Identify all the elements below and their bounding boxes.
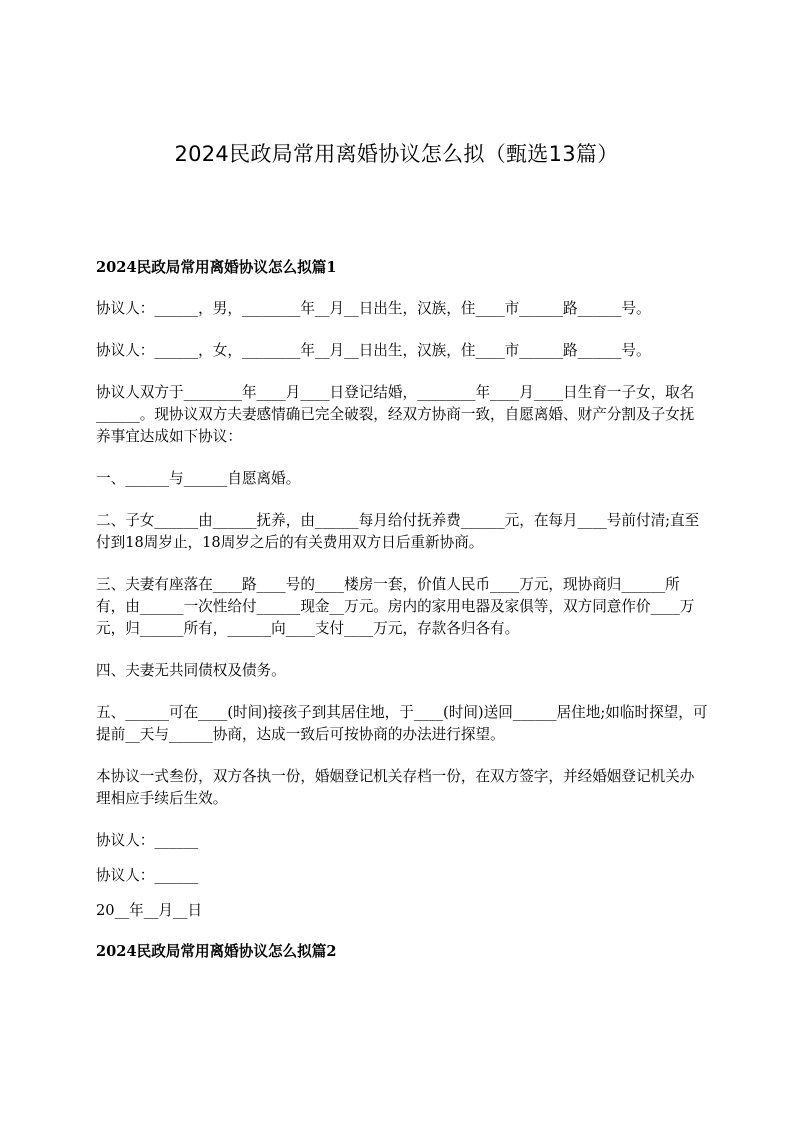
signature-line-1: 协议人：______	[96, 832, 199, 849]
clause-5-visitation: 五、______可在____(时间)接孩子到其居住地，于____(时间)送回______居住地;如临时探望，可提前__天与______协商，达成一致后可按协商的办法进行探望。	[96, 704, 708, 743]
section-heading-1: 2024民政局常用离婚协议怎么拟篇1	[96, 259, 337, 276]
clause-2-child-custody: 二、子女______由______抚养，由______每月给付抚养费______元，在每月____号前付清;直至付到18周岁止，18周岁之后的有关费用双方日后重新协商。	[96, 512, 700, 551]
section-heading-2: 2024民政局常用离婚协议怎么拟篇2	[96, 943, 337, 960]
document-title: 2024民政局常用离婚协议怎么拟（甄选13篇）	[174, 142, 619, 166]
document-body	[96, 256, 708, 964]
party-male-line: 协议人：______，男，________年__月__日出生，汉族，住____市______路______号。	[96, 300, 651, 317]
date-line: 20__年__月__日	[96, 902, 203, 919]
agreement-copies-paragraph: 本协议一式叁份，双方各执一份，婚姻登记机关存档一份，在双方签字，并经婚姻登记机关办理相应手续后生效。	[96, 768, 695, 807]
clause-1-divorce: 一、______与______自愿离婚。	[96, 470, 301, 487]
signature-line-2: 协议人：______	[96, 867, 199, 884]
marriage-info-paragraph: 协议人双方于________年____月____日登记结婚，________年____月____日生育一子女，取名______。现协议双方夫妻感情确已完全破裂，经双方协商一致，自愿离婚、财产分割及子女抚养事宜达成如下协议：	[96, 384, 695, 445]
clause-4-debts: 四、夫妻无共同债权及债务。	[96, 662, 286, 679]
party-female-line: 协议人：______，女，________年__月__日出生，汉族，住____市______路______号。	[96, 342, 651, 359]
clause-3-property: 三、夫妻有座落在____路____号的____楼房一套，价值人民币____万元，现协商归______所有，由______一次性给付______现金__万元。房内的家用电器及家俱等，双方同意作价____万元，归______所有，______向____支付____万元，存款各归各有。	[96, 576, 695, 637]
